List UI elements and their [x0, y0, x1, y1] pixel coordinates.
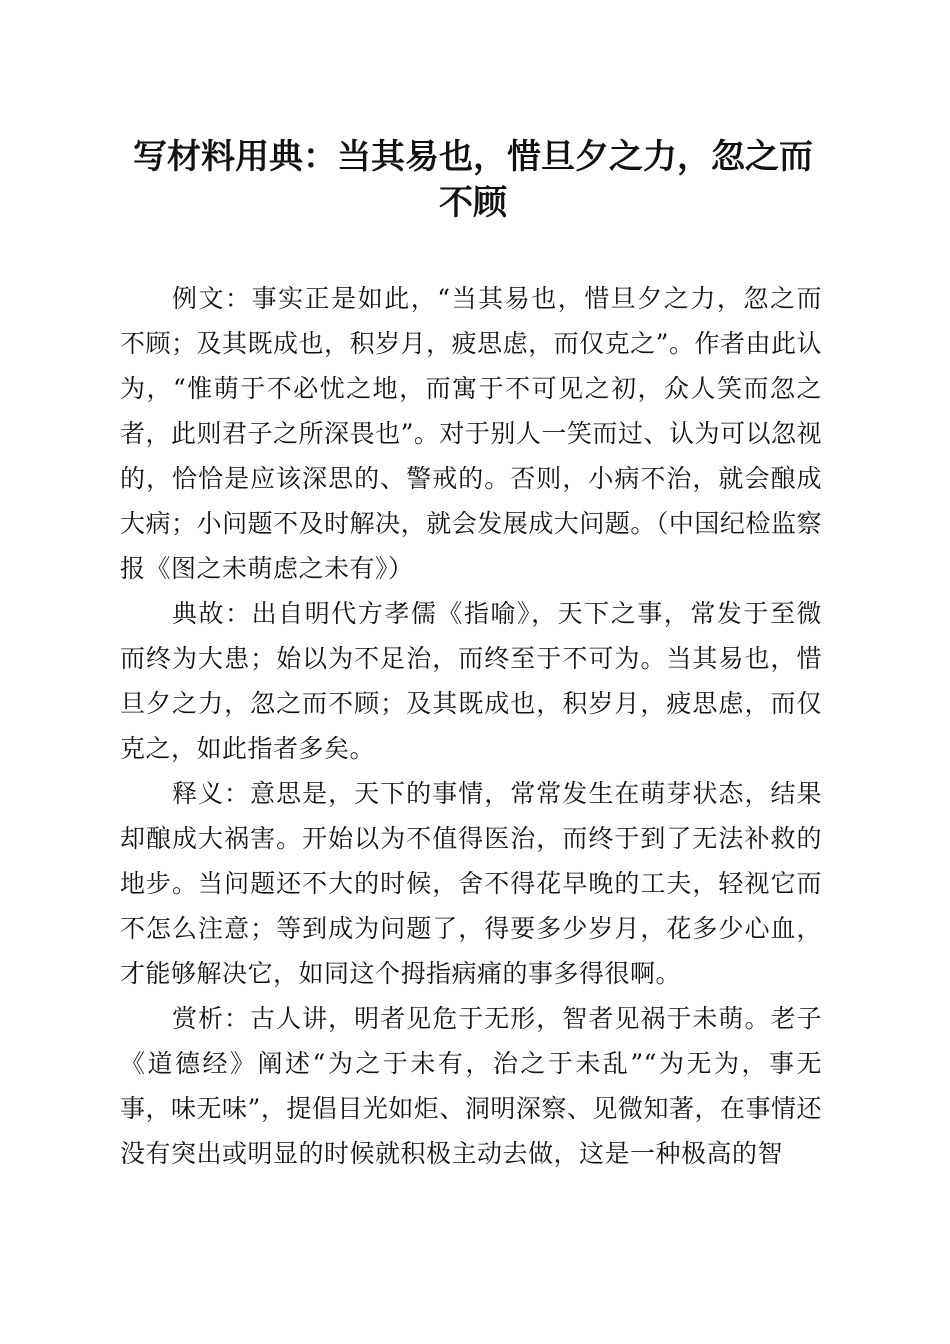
paragraph-allusion: 典故：出自明代方孝儒《指喻》，天下之事，常发于至微而终为大患；始以为不足治，而终至于不可为。当其易也，惜旦夕之力，忽之而不顾；及其既成也，积岁月，疲思虑，而仅克之，如此指者多矣。	[120, 599, 822, 763]
document-body	[120, 276, 822, 1176]
paragraph-interpretation: 释义：意思是，天下的事情，常常发生在萌芽状态，结果却酿成大祸害。开始以为不值得医治，而终于到了无法补救的地步。当问题还不大的时候，舍不得花早晚的工夫，轻视它而不怎么注意；等到成为问题了，得要多少岁月，花多少心血，才能够解决它，如同这个拇指病痛的事多得很啊。	[120, 779, 822, 988]
paragraph-appreciation: 赏析：古人讲，明者见危于无形，智者见祸于未萌。老子《道德经》阐述“为之于未有，治之于未乱”“为无为，事无事，味无味”，提倡目光如炬、洞明深察、见微知著，在事情还没有突出或明显的时候就积极主动去做，这是一种极高的智	[120, 1004, 822, 1168]
paragraph-example: 例文：事实正是如此，“当其易也，惜旦夕之力，忽之而不顾；及其既成也，积岁月，疲思虑，而仅克之”。作者由此认为，“惟萌于不必忧之地，而寓于不可见之初，众人笑而忽之者，此则君子之所深畏也”。对于别人一笑而过、认为可以忽视的，恰恰是应该深思的、警戒的。否则，小病不治，就会酿成大病；小问题不及时解决，就会发展成大问题。（中国纪检监察报《图之未萌虑之未有》）	[120, 284, 822, 583]
document-title: 写材料用典：当其易也，惜旦夕之力，忽之而不顾	[133, 137, 813, 223]
